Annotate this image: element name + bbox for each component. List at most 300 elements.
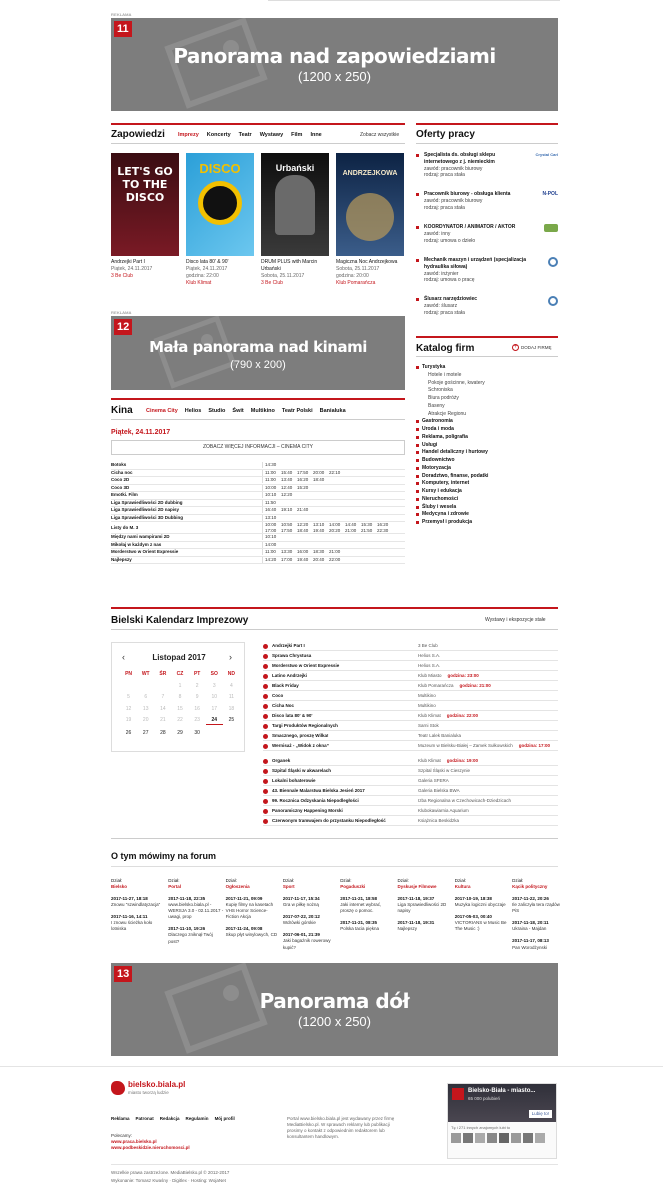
forum-post[interactable] (226, 926, 281, 938)
calendar-day[interactable]: 28 (160, 729, 166, 736)
calendar-day[interactable]: 23 (194, 717, 200, 723)
event-name[interactable]: Cicha Noc (272, 703, 295, 709)
movie-title[interactable]: Cicha noc (111, 469, 133, 475)
event-row[interactable] (263, 732, 558, 741)
event-row[interactable] (263, 662, 558, 671)
ad-panorama-small[interactable] (111, 316, 405, 390)
tab-teatr[interactable]: Teatr (238, 132, 252, 138)
showtime[interactable]: 10:50 (281, 521, 293, 527)
movie-title[interactable]: Mikołaj w każdym z nas (111, 541, 162, 547)
job-title[interactable]: KOORDYNATOR / ANIMATOR / AKTOR (424, 224, 516, 230)
showtime[interactable]: 10:00 (265, 484, 277, 490)
calendar-day[interactable]: 24 (206, 717, 223, 725)
tab-banialuka[interactable]: Banialuka (319, 408, 346, 414)
post-date: 2017-11-24, 09:08 (225, 926, 263, 932)
calendar-day[interactable]: 25 (228, 717, 235, 723)
footer-link-patronat[interactable]: Patronat (135, 1116, 154, 1121)
showtime[interactable]: 17:50 (281, 527, 293, 533)
showtime-row[interactable] (111, 470, 405, 478)
showtime[interactable]: 16:20 (297, 477, 309, 483)
forum-section[interactable]: Sport (282, 884, 295, 890)
forum-dept-label: Dział: (454, 878, 467, 883)
event-place: Książnica Beskidzka (418, 818, 460, 824)
calendar-day[interactable]: 4 (230, 682, 233, 689)
post-title[interactable]: Polska tacia piękna (340, 926, 379, 932)
showtime-row[interactable] (111, 477, 405, 485)
showtime[interactable]: 18:30 (313, 549, 325, 555)
forum-post[interactable] (226, 896, 281, 920)
calendar-day[interactable]: 7 (161, 694, 165, 700)
tab-swit[interactable]: Świt (232, 408, 244, 414)
event-row[interactable] (263, 702, 558, 711)
post-date: 2017-11-27, 18:18 (111, 896, 148, 902)
forum-post[interactable] (398, 920, 453, 932)
event-row[interactable] (263, 817, 558, 826)
showtime[interactable]: 22:10 (329, 469, 341, 475)
movie-title[interactable]: Liga Sprawiedliwości 2D napisy (111, 507, 180, 513)
facebook-widget[interactable] (447, 1083, 557, 1159)
post-title[interactable]: I znowu ścieżka koło lotniska (111, 920, 153, 932)
weekday-label: PN (125, 671, 133, 677)
forum-section[interactable]: Portal (168, 884, 182, 890)
post-title[interactable]: Najlepszy (397, 926, 418, 932)
forum-dept-label: Dział: (168, 878, 180, 883)
event-name[interactable]: Wernisaż - „Widok z okna” (272, 743, 329, 749)
post-title[interactable]: Jaki bagażnik rowerowy kupić? (282, 938, 331, 950)
showtime[interactable]: 11:00 (265, 549, 276, 555)
event-row[interactable] (263, 742, 558, 751)
subcategory[interactable]: Biura podróży (428, 395, 459, 401)
poster-text: Urbański (275, 163, 315, 173)
forum-post[interactable] (111, 914, 166, 932)
event-name[interactable]: Smacznego, proszę Wilka! (272, 733, 329, 739)
tab-imprezy[interactable]: Imprezy (178, 132, 199, 138)
post-title[interactable]: Ukraina - Majdan (512, 926, 547, 932)
calendar-day[interactable]: 30 (194, 729, 200, 736)
forum-post[interactable] (398, 896, 453, 914)
forum-column (283, 878, 338, 951)
category-turystyka[interactable]: Turystyka (416, 364, 558, 372)
subcategory[interactable]: Hotele i motele (428, 371, 462, 378)
footer-links (111, 1116, 235, 1122)
subcategory[interactable]: Schroniska (428, 387, 453, 394)
calendar-day[interactable]: 21 (160, 717, 166, 723)
job-offer[interactable] (416, 224, 558, 244)
category-item[interactable]: Doradztwo, finanse, podatki (416, 473, 558, 481)
category-item[interactable]: Handel detaliczny i hurtowy (416, 449, 558, 457)
poster-image[interactable] (111, 153, 179, 256)
showtime[interactable]: 18:40 (313, 477, 325, 483)
calendar-day[interactable]: 17 (211, 705, 218, 712)
showtime-row[interactable] (111, 500, 405, 508)
forum-section[interactable]: Dyskusje Filmowe (397, 884, 437, 890)
showtime[interactable]: 22:00 (329, 556, 341, 562)
subcategory[interactable]: Baseny (428, 402, 445, 409)
job-offer[interactable] (416, 191, 558, 211)
event-name[interactable]: Czerwonym tramwajem do przystanku Niepodległość (272, 818, 386, 824)
forum-section[interactable]: Ogłoszenia (225, 884, 250, 890)
movie-title[interactable]: Między nami wampirami 2D (111, 534, 170, 540)
forum-post[interactable] (455, 896, 510, 908)
showtime[interactable]: 10:10 (265, 534, 277, 540)
category-item[interactable]: Usługi (416, 442, 558, 450)
job-profession: zawód: pracownik biurowy (424, 165, 483, 172)
showtime[interactable]: 22:30 (377, 527, 389, 533)
showtime-row[interactable] (111, 492, 405, 500)
event-name[interactable]: Black Friday (272, 683, 299, 689)
event-row[interactable] (263, 642, 558, 651)
tab-teatr-polski[interactable]: Teatr Polski (281, 408, 313, 414)
showtime[interactable]: 13:10 (265, 514, 277, 520)
forum-dept-label: Dział: (111, 878, 123, 883)
add-company-button[interactable] (512, 344, 552, 351)
weekday-label: WT (141, 671, 150, 677)
forum-section[interactable]: Bielsko (111, 884, 128, 890)
calendar-day[interactable]: 22 (177, 717, 183, 723)
movie-title[interactable]: Coco 3D (111, 484, 130, 490)
job-type: rodzaj: praca stała (424, 204, 465, 211)
showtime[interactable]: 12:20 (281, 492, 293, 498)
event-title[interactable]: Magiczna Noc Andrzejkowa (336, 259, 398, 265)
ad-title: Panorama dół (259, 989, 410, 1013)
forum-post[interactable] (168, 926, 223, 944)
calendar-day[interactable]: 2 (195, 682, 199, 689)
showtime-row[interactable] (111, 534, 405, 542)
post-title[interactable]: Wdrówki górskie (282, 920, 316, 926)
footer-link-regulamin[interactable]: Regulamin (185, 1116, 209, 1121)
event-row[interactable] (263, 777, 558, 786)
forum-dept-label: Dział: (512, 878, 524, 883)
showtime[interactable]: 18:40 (297, 527, 309, 533)
movie-title[interactable]: Botoks (111, 462, 127, 468)
forum-post[interactable] (340, 920, 395, 932)
showtime[interactable]: 21:00 (345, 527, 357, 533)
showtime[interactable]: 21:40 (297, 507, 309, 513)
event-name[interactable]: Sprawa Chrystusa (272, 653, 312, 659)
event-row[interactable] (263, 712, 558, 721)
showtime[interactable]: 11:50 (265, 499, 276, 505)
tab-koncerty[interactable]: Koncerty (206, 132, 231, 138)
category-item[interactable]: Śluby i wesela (416, 504, 558, 512)
movie-title[interactable]: Morderstwo w Orient Expressie (111, 549, 179, 555)
ad-panorama-top[interactable] (111, 18, 558, 111)
event-name[interactable]: Panoramiczny Happening Morski (272, 808, 343, 814)
showtime[interactable]: 14:40 (345, 521, 357, 527)
showtimes-table (111, 462, 405, 564)
category-item[interactable]: Kursy i edukacja (416, 488, 558, 496)
category-item[interactable]: Komputery, internet (416, 480, 558, 488)
movie-title[interactable]: Emotki. Film (111, 492, 138, 498)
event-venue[interactable]: 3 Be Club (261, 280, 283, 286)
showtime-row[interactable] (111, 549, 405, 557)
event-name[interactable]: Andrzejki Part I (272, 643, 305, 649)
showtime[interactable]: 13:30 (281, 549, 293, 555)
post-title[interactable]: Gra w piłkę nożną (282, 902, 319, 908)
calendar-day[interactable]: 20 (142, 717, 149, 723)
event-date: Piątek, 24.11.2017 (111, 266, 153, 272)
forum-post[interactable] (168, 896, 223, 920)
event-time: godzina: 22:00 (186, 273, 219, 279)
next-month-icon[interactable]: › (229, 652, 232, 662)
forum-section[interactable]: Kącik polityczny (512, 884, 548, 890)
movie-title[interactable]: Najlepszy (111, 556, 132, 562)
fb-like-button[interactable]: Lubię to! (529, 1110, 552, 1118)
showtime-row[interactable] (111, 462, 405, 470)
showtime-row[interactable] (111, 507, 405, 515)
post-title[interactable]: Ile zaliczyła tera rządów PiS (512, 902, 560, 914)
forum-post[interactable] (111, 896, 166, 908)
forum-dept-label: Dział: (397, 878, 409, 883)
calendar-day[interactable]: 9 (195, 694, 199, 700)
category-item[interactable]: Gastronomia (416, 418, 558, 426)
job-offer[interactable] (416, 152, 558, 179)
showtime[interactable]: 17:00 (281, 556, 293, 562)
showtime[interactable]: 19:40 (313, 527, 325, 533)
event-date: Piątek, 24.11.2017 (186, 266, 228, 272)
forum-post[interactable] (512, 938, 567, 950)
job-offer[interactable] (416, 257, 558, 284)
showtime[interactable]: 19:10 (281, 507, 293, 513)
calendar-day[interactable]: 14 (160, 705, 166, 712)
job-title[interactable]: Specjalista ds. obsługi sklepu internetowego z j. niemieckim (424, 152, 496, 165)
event-hour: godzina: 19:00 (446, 758, 479, 764)
showtime[interactable]: 14:00 (265, 541, 277, 547)
ad-label: REKLAMA (111, 310, 132, 315)
showtime[interactable]: 20:20 (329, 527, 341, 533)
event-row[interactable] (263, 787, 558, 796)
post-title[interactable]: Kupię filmy na kasetach VHS Horror Science-Fiction Akcja (225, 902, 274, 920)
event-row[interactable] (263, 672, 558, 681)
calendar-day[interactable]: 15 (177, 705, 183, 712)
showtime[interactable]: 11:00 (265, 477, 276, 483)
event-name[interactable]: Lokalni bohaterowie (272, 778, 316, 784)
weekday-label: PT (193, 671, 201, 677)
showtime[interactable]: 15:40 (281, 469, 293, 475)
forum-column (398, 878, 453, 932)
showtime[interactable]: 14:30 (265, 462, 277, 468)
movie-title[interactable]: Listy do M. 3 (111, 524, 139, 530)
event-name[interactable]: Coco (272, 693, 284, 699)
category-item[interactable]: Uroda i moda (416, 426, 558, 434)
calendar-day[interactable]: 29 (177, 729, 183, 736)
calendar-day[interactable]: 16 (194, 705, 200, 712)
subcategory[interactable]: Pokoje gościnne, kwatery (428, 379, 485, 386)
movie-title[interactable]: Liga Sprawiedliwości 3D Dubbing (111, 514, 184, 520)
event-name[interactable]: Latino Andrzejki (272, 673, 307, 679)
category-item[interactable]: Budownictwo (416, 457, 558, 465)
showtime[interactable]: 19:40 (297, 556, 309, 562)
forum-section[interactable]: Pogaduszki (340, 884, 366, 890)
showtime[interactable]: 12:20 (297, 521, 309, 527)
forum-post[interactable] (455, 914, 510, 932)
showtime[interactable]: 15:20 (297, 484, 309, 490)
company-logo: Crystal Carl (535, 152, 558, 157)
showtime[interactable]: 20:40 (313, 556, 325, 562)
footer-link-redakcja[interactable]: Redakcja (159, 1116, 180, 1121)
event-name[interactable]: Targi Produktów Regionalnych (272, 723, 338, 729)
showtime[interactable]: 12:40 (281, 484, 293, 490)
event-title[interactable]: DRUM PLUS with Marcin Urbański (261, 259, 318, 272)
tab-helios[interactable]: Helios (184, 408, 202, 414)
event-row[interactable] (263, 807, 558, 816)
post-title[interactable]: www.bielsko.biala.pl - WERSJA 3.0 - 02.11.2017 - uwagi, prop (168, 902, 224, 920)
calendar-day[interactable]: 26 (125, 729, 132, 736)
showtime[interactable]: 13:10 (313, 521, 325, 527)
event-name[interactable]: Szpital Śląski w akwarelach (272, 768, 332, 774)
event-card[interactable] (261, 259, 333, 287)
footer-link-reklama[interactable]: Reklama (111, 1116, 130, 1121)
calendar-day (223, 730, 240, 737)
tab-studio[interactable]: Studio (208, 408, 226, 414)
event-card[interactable] (336, 259, 408, 287)
showtime[interactable]: 17:00 (265, 527, 277, 533)
event-card[interactable] (186, 259, 258, 287)
fb-title: Bielsko-Biała - miasto... (468, 1088, 536, 1094)
showtime-row[interactable] (111, 522, 405, 534)
calendar-day[interactable]: 5 (127, 694, 130, 700)
calendar-day[interactable]: 13 (142, 705, 149, 712)
more-info-button[interactable]: ZOBACZ WIĘCEJ INFORMACJI – CINEMA CITY (111, 440, 405, 455)
post-date: 2017-11-21, 09:09 (225, 896, 263, 902)
event-row[interactable] (263, 722, 558, 731)
post-title[interactable]: Znowu "szwindlatyzacja" (111, 902, 161, 908)
event-hour: godzina: 23:00 (447, 673, 479, 679)
tab-wystawy[interactable]: Wystawy (259, 132, 284, 138)
prev-month-icon[interactable]: ‹ (122, 652, 125, 662)
movie-title[interactable]: Coco 2D (111, 477, 130, 483)
event-row[interactable] (263, 797, 558, 806)
category-item[interactable]: Przemysł i produkcja (416, 519, 558, 527)
calendar-day[interactable]: 18 (228, 705, 235, 712)
showtime[interactable]: 21:00 (329, 549, 341, 555)
showtime-row[interactable] (111, 557, 405, 565)
footer-link-profil[interactable]: Mój profil (214, 1116, 235, 1121)
job-profession: zawód: inżynier (424, 270, 459, 277)
post-title[interactable]: Muzyka logiczni obyczaje (454, 902, 506, 908)
event-name[interactable]: 43. Biennale Malarstwa Bielska Jesień 2017 (272, 788, 365, 794)
showtime[interactable]: 10:10 (265, 492, 277, 498)
ad-size: (1200 x 250) (298, 1014, 371, 1029)
job-title[interactable]: Ślusarz narzędziowiec (424, 296, 478, 302)
tab-film[interactable]: Film (291, 132, 303, 138)
footer-logo[interactable] (111, 1080, 185, 1096)
event-title[interactable]: Andrzejki Part I (111, 259, 145, 265)
showtime[interactable]: 16:20 (377, 521, 389, 527)
showtime[interactable]: 21:50 (361, 527, 373, 533)
event-name[interactable]: Organek (272, 758, 291, 764)
job-title[interactable]: Pracownik biurowy - obsługa klienta (424, 191, 511, 197)
event-row[interactable] (263, 757, 558, 766)
calendar-day[interactable]: 1 (178, 682, 182, 689)
ad-number: 11 (114, 21, 132, 37)
see-all-link[interactable]: Zobacz wszystkie (360, 132, 400, 138)
tab-inne[interactable]: Inne (310, 132, 322, 138)
poster-image[interactable] (261, 153, 329, 256)
showtime[interactable]: 13:40 (281, 477, 293, 483)
poster-image[interactable] (336, 153, 404, 256)
showtime[interactable]: 16:00 (297, 549, 309, 555)
showtime[interactable]: 15:30 (361, 521, 373, 527)
forum-post[interactable] (283, 914, 338, 926)
showtime-row[interactable] (111, 542, 405, 550)
event-name[interactable]: 99. Rocznica Odzyskania Niepodległości (272, 798, 359, 804)
showtime[interactable]: 11:00 (265, 469, 276, 475)
event-card[interactable] (111, 259, 183, 280)
job-title[interactable]: Mechanik maszyn i urządzeń (specjalizacja hydraulika siłowa) (424, 257, 526, 270)
event-row[interactable] (263, 692, 558, 701)
event-row[interactable] (263, 767, 558, 776)
event-row[interactable] (263, 652, 558, 661)
post-title[interactable]: Skup płyt winylowych, CD (225, 932, 278, 938)
calendar-day[interactable]: 19 (125, 717, 132, 723)
calendar-day[interactable]: 11 (228, 694, 235, 700)
event-title[interactable]: Disco lata 80' & 90' (186, 259, 229, 265)
section-bar (111, 398, 405, 400)
post-title[interactable]: Dlaczego zniknął Twój post? (168, 932, 213, 944)
post-title[interactable]: Jaki internet wybrać, proszę o pomoc. (340, 902, 382, 914)
poster-image[interactable] (186, 153, 254, 256)
post-title[interactable]: Pan Worodżynski (512, 944, 548, 950)
event-venue[interactable]: 3 Be Club (111, 273, 133, 279)
showtime[interactable]: 10:00 (265, 521, 277, 527)
category-item[interactable]: Reklama, poligrafia (416, 434, 558, 442)
event-row[interactable] (263, 682, 558, 691)
filter-link[interactable]: Wystawy i ekspozycje stałe (485, 617, 546, 623)
category-item[interactable]: Medycyna i zdrowie (416, 511, 558, 519)
calendar-day[interactable]: 12 (125, 705, 132, 712)
ad-panorama-bottom[interactable] (111, 963, 558, 1056)
image-placeholder-icon (161, 963, 271, 1056)
showtime[interactable]: 20:00 (313, 469, 325, 475)
tab-cinema-city[interactable]: Cinema City (146, 408, 178, 414)
event-venue[interactable]: Klub Pomarańcza (336, 280, 376, 286)
calendar-day[interactable]: 3 (212, 682, 216, 689)
event-place: Klub Klimat (418, 758, 441, 764)
copyright: Wszelkie prawa zastrzeżone. MediaBielsko.pl © 2012-2017 (111, 1170, 230, 1175)
showtime[interactable]: 14:20 (265, 556, 277, 562)
forum-post[interactable] (283, 896, 338, 908)
forum-post[interactable] (512, 896, 567, 914)
job-offer[interactable] (416, 296, 558, 316)
tab-multikino[interactable]: Multikino (250, 408, 275, 414)
event-name[interactable]: Disco lata 80' & 90' (272, 713, 313, 719)
event-venue[interactable]: Klub Klimat (186, 280, 212, 286)
event-name[interactable]: Morderstwo w Orient Expressie (272, 663, 340, 669)
category-item[interactable]: Motoryzacja (416, 465, 558, 473)
showtime[interactable]: 14:00 (329, 521, 341, 527)
calendar-day[interactable]: 27 (142, 729, 149, 736)
movie-title[interactable]: Liga Sprawiedliwości 2D dubbing (111, 499, 183, 505)
calendar-day[interactable]: 6 (144, 694, 148, 700)
forum-post[interactable] (283, 932, 338, 950)
showtime-row[interactable] (111, 485, 405, 493)
showtime[interactable]: 17:50 (297, 469, 309, 475)
subcategory[interactable]: Atrakcje Regionu (428, 410, 467, 417)
calendar-day[interactable]: 10 (211, 694, 218, 700)
forum-post[interactable] (512, 920, 567, 932)
category-item[interactable]: Nieruchomości (416, 496, 558, 504)
post-title[interactable]: VICTORIANS w Music Be The Music :) (454, 920, 507, 932)
forum-post[interactable] (340, 896, 395, 914)
calendar-day[interactable]: 8 (178, 694, 182, 700)
image-placeholder-icon (151, 316, 241, 390)
post-title[interactable]: Liga Sprawiedliwości 2D napisy (397, 902, 447, 914)
showtime[interactable]: 16:40 (265, 507, 277, 513)
partner-link[interactable]: www.praca.bielsko.pl (111, 1138, 157, 1144)
forum-section[interactable]: Kultura (454, 884, 471, 890)
partner-link[interactable]: www.podbeskidzie.nieruchomosci.pl (111, 1144, 190, 1150)
partners-label: Polecamy: (111, 1133, 133, 1138)
